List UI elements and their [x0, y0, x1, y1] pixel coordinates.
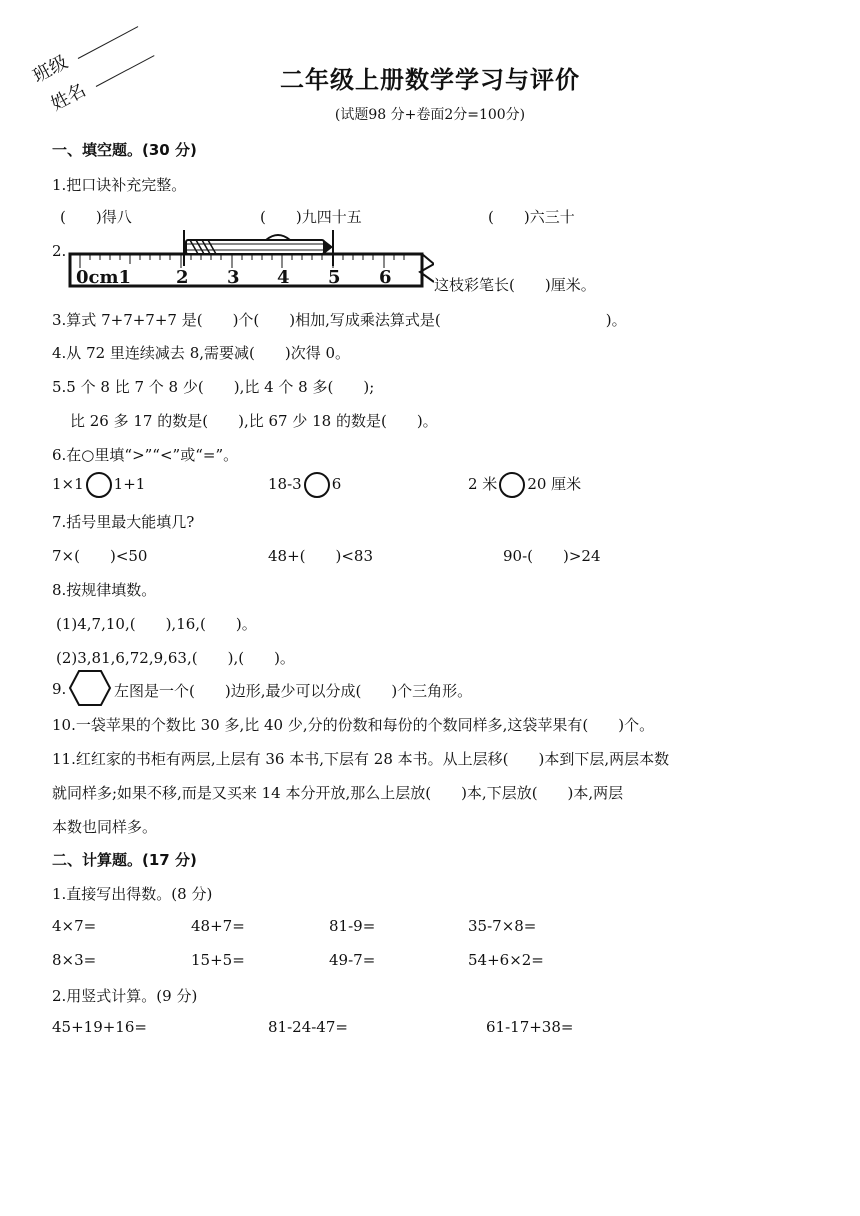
q6-stem: 6.在○里填“>”“<”或“=”。 [52, 446, 239, 464]
compare-circle[interactable] [304, 472, 330, 498]
compare-circle[interactable] [86, 472, 112, 498]
calc-item: 35-7×8= [468, 917, 537, 935]
q6-item-b [268, 472, 341, 498]
pencil-icon [186, 235, 333, 254]
ruler-tick-label: 6 [379, 267, 392, 288]
page-title: 二年级上册数学学习与评价 [280, 66, 580, 94]
q6-a-left: 1×1 [52, 475, 84, 493]
q7-a: 7×( )<50 [52, 547, 148, 565]
q8-stem: 8.按规律填数。 [52, 581, 157, 599]
vertical-calc-item: 61-17+38= [486, 1018, 574, 1036]
vertical-calc-item: 81-24-47= [268, 1018, 348, 1036]
q1-stem: 1.把口诀补充完整。 [52, 176, 187, 194]
q11-line3: 本数也同样多。 [52, 818, 158, 836]
q4: 4.从 72 里连续减去 8,需要减( )次得 0。 [52, 344, 351, 362]
q6-a-right: 1+1 [113, 475, 146, 493]
q5-line2: 比 26 多 17 的数是( ),比 67 少 18 的数是( )。 [70, 412, 438, 430]
q6-b-left: 18-3 [268, 475, 302, 493]
calc-item: 81-9= [329, 917, 376, 935]
ruler-tick-label: 5 [328, 267, 341, 288]
q6-b-right: 6 [331, 475, 342, 493]
q2-text: 这枝彩笔长( )厘米。 [434, 276, 596, 294]
s2-q2-stem: 2.用竖式计算。(9 分) [52, 987, 198, 1005]
calc-item: 54+6×2= [468, 951, 544, 969]
q8-part1: (1)4,7,10,( ),16,( )。 [56, 615, 257, 633]
q7-stem: 7.括号里最大能填几? [52, 513, 195, 531]
calc-item: 48+7= [191, 917, 245, 935]
ruler-tick-label: 3 [227, 267, 240, 288]
q11-line1: 11.红红家的书柜有两层,上层有 36 本书,下层有 28 本书。从上层移( )本到下层,两层本数 [52, 750, 670, 768]
s2-q1-stem: 1.直接写出得数。(8 分) [52, 885, 213, 903]
q6-c-left: 2 米 [468, 475, 498, 493]
ruler-tick-label: 4 [277, 267, 290, 288]
ruler-tick-label: 0cm1 [76, 267, 132, 288]
q6-item-c [468, 472, 581, 498]
hexagon-icon [68, 669, 112, 707]
q1-b: ( )九四十五 [260, 208, 362, 226]
q2-number: 2. [52, 242, 67, 260]
ruler-with-pencil-figure [66, 226, 434, 290]
calc-item: 49-7= [329, 951, 376, 969]
compare-circle[interactable] [499, 472, 525, 498]
class-label: 班级 [29, 51, 72, 88]
q6-c-right: 20 厘米 [527, 475, 582, 493]
ruler-tick-label: 2 [176, 267, 189, 288]
q7-c: 90-( )>24 [503, 547, 601, 565]
q10: 10.一袋苹果的个数比 30 多,比 40 少,分的份数和每份的个数同样多,这袋苹果有( )个。 [52, 716, 655, 734]
calc-item: 8×3= [52, 951, 97, 969]
q3: 3.算式 7+7+7+7 是( )个( )相加,写成乘法算式是( )。 [52, 311, 627, 329]
section1-heading: 一、填空题。(30 分) [52, 141, 197, 159]
q5-line1: 5.5 个 8 比 7 个 8 少( ),比 4 个 8 多( ); [52, 378, 375, 396]
q8-part2: (2)3,81,6,72,9,63,( ),( )。 [56, 649, 295, 667]
q7-b: 48+( )<83 [268, 547, 374, 565]
vertical-calc-item: 45+19+16= [52, 1018, 147, 1036]
q11-line2: 就同样多;如果不移,而是又买来 14 本分开放,那么上层放( )本,下层放( )本,两层 [52, 784, 624, 802]
q9-number: 9. [52, 680, 67, 698]
class-blank-line[interactable] [78, 26, 139, 59]
name-label: 姓名 [47, 79, 90, 116]
q6-item-a [52, 472, 145, 498]
q1-c: ( )六三十 [488, 208, 575, 226]
q9-text: 左图是一个( )边形,最少可以分成( )个三角形。 [114, 682, 473, 700]
page-subtitle: (试题98 分+卷面2分=100分) [334, 107, 526, 123]
q1-a: ( )得八 [60, 208, 132, 226]
calc-item: 15+5= [191, 951, 245, 969]
calc-item: 4×7= [52, 917, 97, 935]
section2-heading: 二、计算题。(17 分) [52, 851, 197, 869]
